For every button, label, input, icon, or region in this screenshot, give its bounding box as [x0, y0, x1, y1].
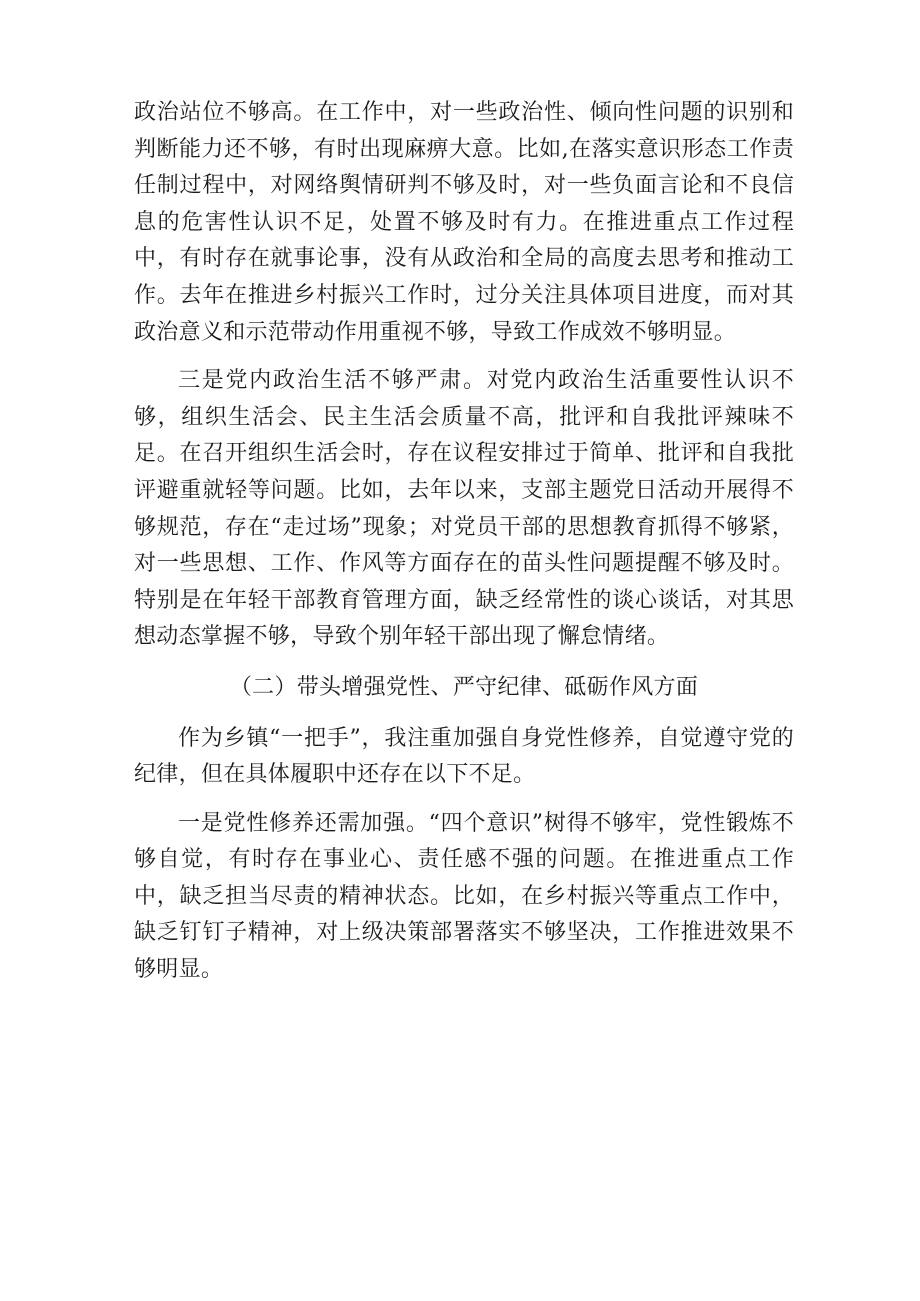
document-body — [134, 95, 794, 989]
paragraph-party-spirit: 一是党性修养还需加强。“四个意识”树得不够牢，党性锻炼不够自觉，有时存在事业心、责任感不强的问题。在推进重点工作中，缺乏担当尽责的精神状态。比如，在乡村振兴等重点工作中，缺乏钉钉子精神，对上级决策部署落实不够坚决，工作推进效果不够明显。 — [134, 810, 794, 983]
paragraph-party-life: 三是党内政治生活不够严肃。对党内政治生活重要性认识不够，组织生活会、民主生活会质量不高，批评和自我批评辣味不足。在召开组织生活会时，存在议程安排过于简单、批评和自我批评避重就轻等问题。比如，去年以来，支部主题党日活动开展得不够规范，存在“走过场”现象；对党员干部的思想教育抓得不够紧，对一些思想、工作、作风等方面存在的苗头性问题提醒不够及时。特别是在年轻干部教育管理方面，缺乏经常性的谈心谈话，对其思想动态掌握不够，导致个别年轻干部出现了懈怠情绪。 — [134, 368, 794, 650]
paragraph-political-stance: 政治站位不够高。在工作中，对一些政治性、倾向性问题的识别和判断能力还不够，有时出现麻痹大意。比如,在落实意识形态工作责任制过程中，对网络舆情研判不够及时，对一些负面言论和不良信息的危害性认识不足，处置不够及时有力。在推进重点工作过程中，有时存在就事论事，没有从政治和全局的高度去思考和推动工作。去年在推进乡村振兴工作时，过分关注具体项目进度，而对其政治意义和示范带动作用重视不够，导致工作成效不够明显。 — [134, 100, 794, 345]
section-heading: （二）带头增强党性、严守纪律、砥砺作风方面 — [229, 674, 699, 700]
paragraph-intro: 作为乡镇“一把手”，我注重加强自身党性修养，自觉遵守党的纪律，但在具体履职中还存在以下不足。 — [134, 725, 794, 788]
